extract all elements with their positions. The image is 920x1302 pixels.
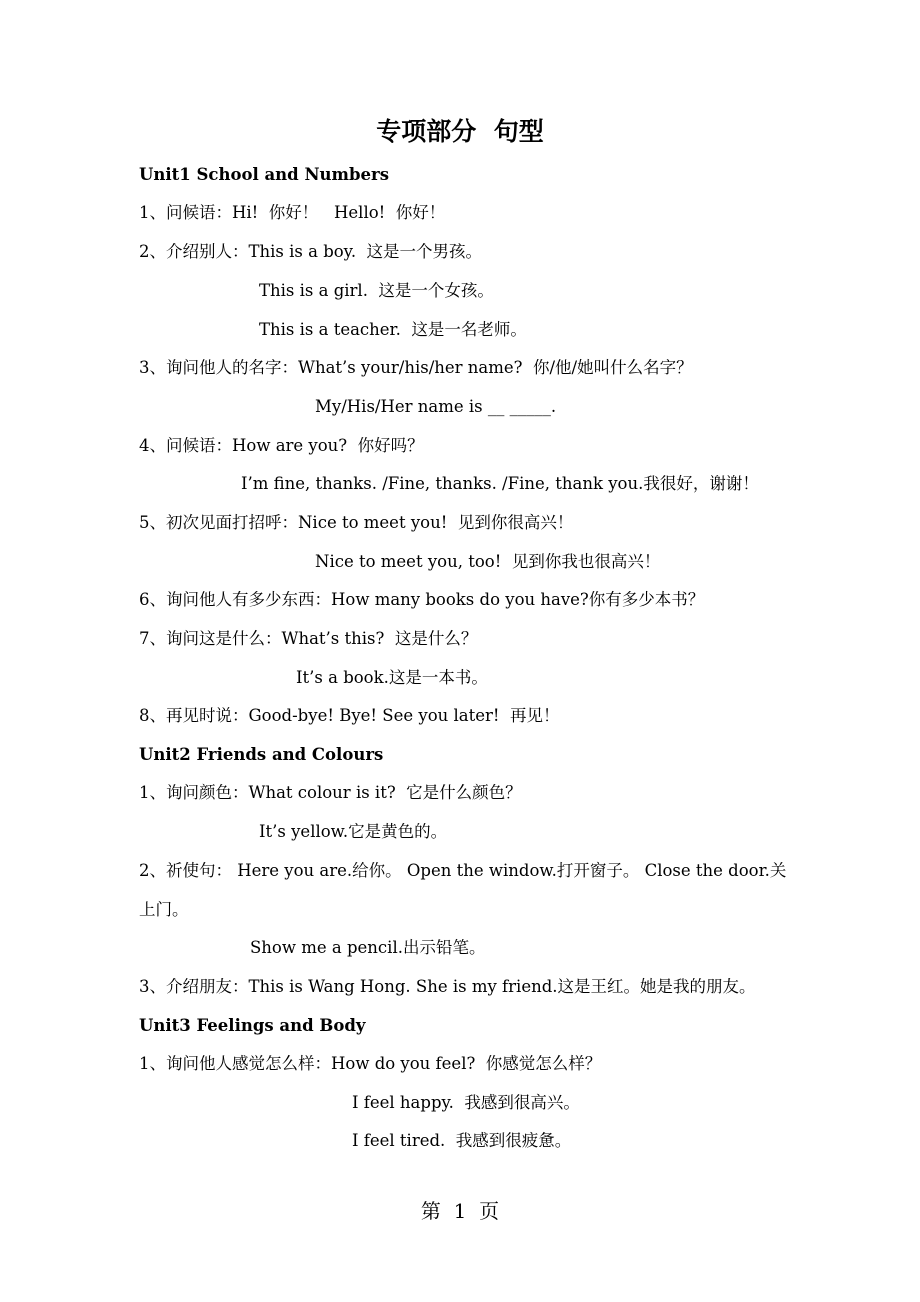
unit3-sentence-1: 1、询问他人感觉怎么样：How do you feel? 你感觉怎么样？ — [139, 1054, 602, 1073]
unit1-sentence-5: 5、初次见面打招呼：Nice to meet you! 见到你很高兴！ — [139, 513, 574, 532]
unit1-sentence-5-answer: Nice to meet you, too! 见到你我也很高兴！ — [315, 552, 661, 571]
unit1-heading: Unit1 School and Numbers — [139, 165, 390, 184]
unit1-sentence-1: 1、问候语：Hi! 你好！ Hello! 你好！ — [139, 203, 446, 222]
unit2-sentence-1-answer: It’s yellow.它是黄色的。 — [259, 822, 448, 841]
unit2-sentence-1: 1、询问颜色：What colour is it? 它是什么颜色？ — [139, 783, 522, 802]
page-title: 专项部分 句型 — [376, 117, 544, 146]
unit3-sentence-1-answer-happy: I feel happy. 我感到很高兴。 — [352, 1093, 580, 1112]
unit1-sentence-2-example-teacher: This is a teacher. 这是一名老师。 — [259, 320, 527, 339]
unit1-sentence-6: 6、询问他人有多少东西：How many books do you have?你有多少本书？ — [139, 590, 705, 609]
unit1-sentence-8: 8、再见时说：Good-bye! Bye! See you later! 再见！ — [139, 706, 560, 725]
unit1-sentence-4: 4、问候语：How are you? 你好吗？ — [139, 436, 424, 455]
unit1-sentence-4-answer: I’m fine, thanks. /Fine, thanks. /Fine, thank you.我很好，谢谢！ — [241, 474, 759, 493]
unit3-heading: Unit3 Feelings and Body — [139, 1016, 366, 1035]
unit1-sentence-7-answer: It’s a book.这是一本书。 — [296, 668, 488, 687]
unit1-sentence-2: 2、介绍别人：This is a boy. 这是一个男孩。 — [139, 242, 483, 261]
unit1-sentence-3-answer: My/His/Her name is __ _____. — [315, 397, 557, 416]
unit2-heading: Unit2 Friends and Colours — [139, 745, 384, 764]
unit1-sentence-2-example-girl: This is a girl. 这是一个女孩。 — [259, 281, 494, 300]
unit1-sentence-3: 3、询问他人的名字：What’s your/his/her name? 你/他/她叫什么名字？ — [139, 358, 693, 377]
unit2-sentence-2-example: Show me a pencil.出示铅笔。 — [250, 938, 486, 957]
unit3-sentence-1-answer-tired: I feel tired. 我感到很疲惫。 — [352, 1131, 572, 1150]
unit2-sentence-2: 2、祈使句： Here you are.给你。 Open the window.打开窗子。 Close the door.关上门。 — [139, 861, 787, 919]
page-number: 第 1 页 — [420, 1199, 500, 1223]
unit1-sentence-7: 7、询问这是什么：What’s this? 这是什么？ — [139, 629, 478, 648]
unit2-sentence-3: 3、介绍朋友：This is Wang Hong. She is my friend.这是王红。她是我的朋友。 — [139, 977, 756, 996]
